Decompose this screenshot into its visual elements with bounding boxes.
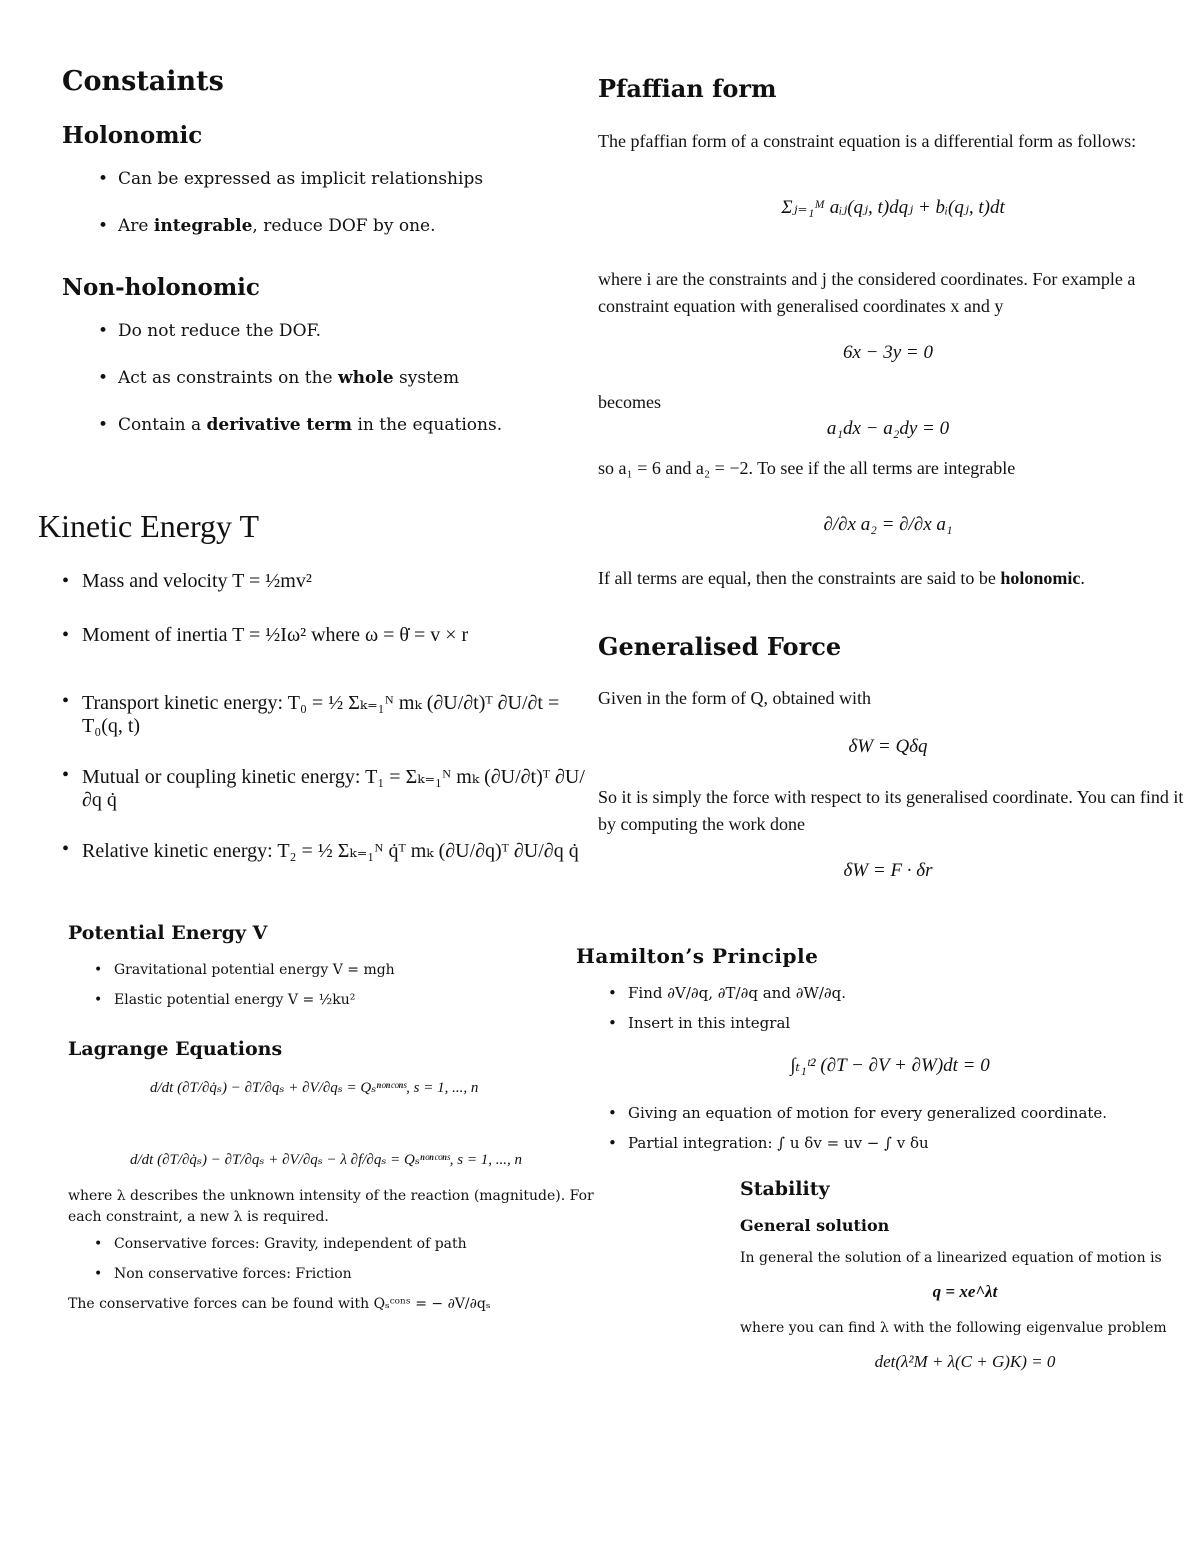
list-item: • Are integrable, reduce DOF by one. — [96, 213, 576, 240]
list-item: • Moment of inertia T = ½Iω² where ω = θ̇ = v × r — [60, 624, 590, 690]
pfaffian-conclusion: If all terms are equal, then the constraints are said to be holonomic. — [598, 568, 1085, 588]
lagrange-equation-1: d/dt (∂T/∂q̇ₛ) − ∂T/∂qₛ + ∂V/∂qₛ = Qₛⁿᵒⁿᶜᵒⁿˢ, s = 1, ..., n — [150, 1080, 479, 1096]
conservative-forces-note: The conservative forces can be found with Qₛᶜᵒⁿˢ = − ∂V/∂qₛ — [68, 1296, 491, 1312]
hamilton-integral: ∫ₜ₁ᵗ² (∂T − ∂V + ∂W)dt = 0 — [790, 1055, 990, 1076]
work-equation: δW = F · δr — [843, 860, 933, 881]
nonholonomic-heading: Non-holonomic — [62, 274, 260, 301]
list-item: • Can be expressed as implicit relationships — [96, 166, 576, 193]
kinetic-list — [60, 570, 590, 863]
list-item: • Do not reduce the DOF. — [96, 318, 596, 345]
holonomic-list — [96, 166, 576, 240]
genforce-text: So it is simply the force with respect to its generalised coordinate. You can find it by computing the work done — [598, 787, 1184, 834]
pfaffian-equation: Σⱼ₌₁ᴹ aᵢⱼ(qⱼ, t)dqⱼ + bᵢ(qⱼ, t)dt — [781, 197, 1005, 218]
list-item: • Gravitational potential energy V = mgh — [92, 960, 572, 981]
list-item: • Relative kinetic energy: T₂ = ½ Σₖ₌₁ᴺ q̇ᵀ mₖ (∂U/∂q)ᵀ ∂U/∂q q̇ — [60, 838, 590, 863]
pfaffian-where: where i are the constraints and j the considered coordinates. For example a constraint equation with generalised coordinates x and y — [598, 269, 1136, 316]
general-solution-heading: General solution — [740, 1216, 890, 1235]
lagrange-text: where λ describes the unknown intensity of the reaction (magnitude). For each constraint, a new λ is required. — [68, 1188, 594, 1225]
hamilton-list-1 — [606, 984, 1196, 1032]
hamilton-heading: Hamilton’s Principle — [576, 944, 819, 968]
solution-equation: q = xe^λt — [932, 1282, 998, 1301]
integrability-equation: ∂/∂x a₂ = ∂/∂x a₁ — [823, 514, 953, 535]
list-item: • Act as constraints on the whole system — [96, 365, 596, 392]
list-item: • Mass and velocity T = ½mv² — [60, 570, 590, 624]
list-item: • Non conservative forces: Friction — [92, 1264, 572, 1285]
eigenvalue-equation: det(λ²M + λ(C + G)K) = 0 — [874, 1352, 1056, 1371]
holonomic-heading: Holonomic — [62, 122, 203, 149]
lagrange-heading: Lagrange Equations — [68, 1038, 283, 1060]
potential-list — [92, 960, 572, 1011]
list-item: • Insert in this integral — [606, 1014, 1196, 1032]
pfaffian-heading: Pfaffian form — [598, 74, 777, 103]
list-item: • Contain a derivative term in the equations. — [96, 412, 596, 439]
virtual-work-equation: δW = Qδq — [848, 736, 928, 757]
list-item: • Transport kinetic energy: T₀ = ½ Σₖ₌₁ᴺ mₖ (∂U/∂t)ᵀ ∂U/∂t = T₀(q, t) — [60, 690, 590, 764]
nonholonomic-list — [96, 318, 596, 439]
list-item: • Conservative forces: Gravity, independent of path — [92, 1234, 572, 1255]
constraints-heading: Constaints — [62, 66, 224, 97]
forces-list — [92, 1234, 572, 1285]
pfaffian-so: so a₁ = 6 and a₂ = −2. To see if the all terms are integrable — [598, 458, 1016, 478]
hamilton-list-2 — [606, 1104, 1200, 1152]
pfaffian-form-equation: a₁dx − a₂dy = 0 — [826, 418, 950, 439]
list-item: • Partial integration: ∫ u δv = uv − ∫ v δu — [606, 1134, 1200, 1152]
pfaffian-becomes: becomes — [598, 392, 661, 412]
potential-heading: Potential Energy V — [68, 922, 268, 944]
list-item: • Elastic potential energy V = ½ku² — [92, 990, 572, 1011]
example-equation: 6x − 3y = 0 — [842, 342, 933, 363]
lagrange-equation-2: d/dt (∂T/∂q̇ₛ) − ∂T/∂qₛ + ∂V/∂qₛ − λ ∂f/∂qₛ = Qₛⁿᵒⁿᶜᵒⁿˢ, s = 1, ..., n — [130, 1152, 522, 1168]
pfaffian-intro: The pfaffian form of a constraint equation is a differential form as follows: — [598, 131, 1137, 151]
stability-text-1: In general the solution of a linearized equation of motion is — [740, 1250, 1162, 1266]
genforce-intro: Given in the form of Q, obtained with — [598, 688, 871, 708]
stability-heading: Stability — [740, 1178, 830, 1200]
list-item: • Find ∂V/∂q, ∂T/∂q and ∂W/∂q. — [606, 984, 1196, 1002]
generalised-force-heading: Generalised Force — [598, 632, 842, 661]
stability-text-2: where you can find λ with the following eigenvalue problem — [740, 1320, 1167, 1336]
list-item: • Giving an equation of motion for every generalized coordinate. — [606, 1104, 1200, 1122]
kinetic-heading: Kinetic Energy T — [38, 508, 259, 544]
list-item: • Mutual or coupling kinetic energy: T₁ = Σₖ₌₁ᴺ mₖ (∂U/∂t)ᵀ ∂U/∂q q̇ — [60, 764, 590, 838]
